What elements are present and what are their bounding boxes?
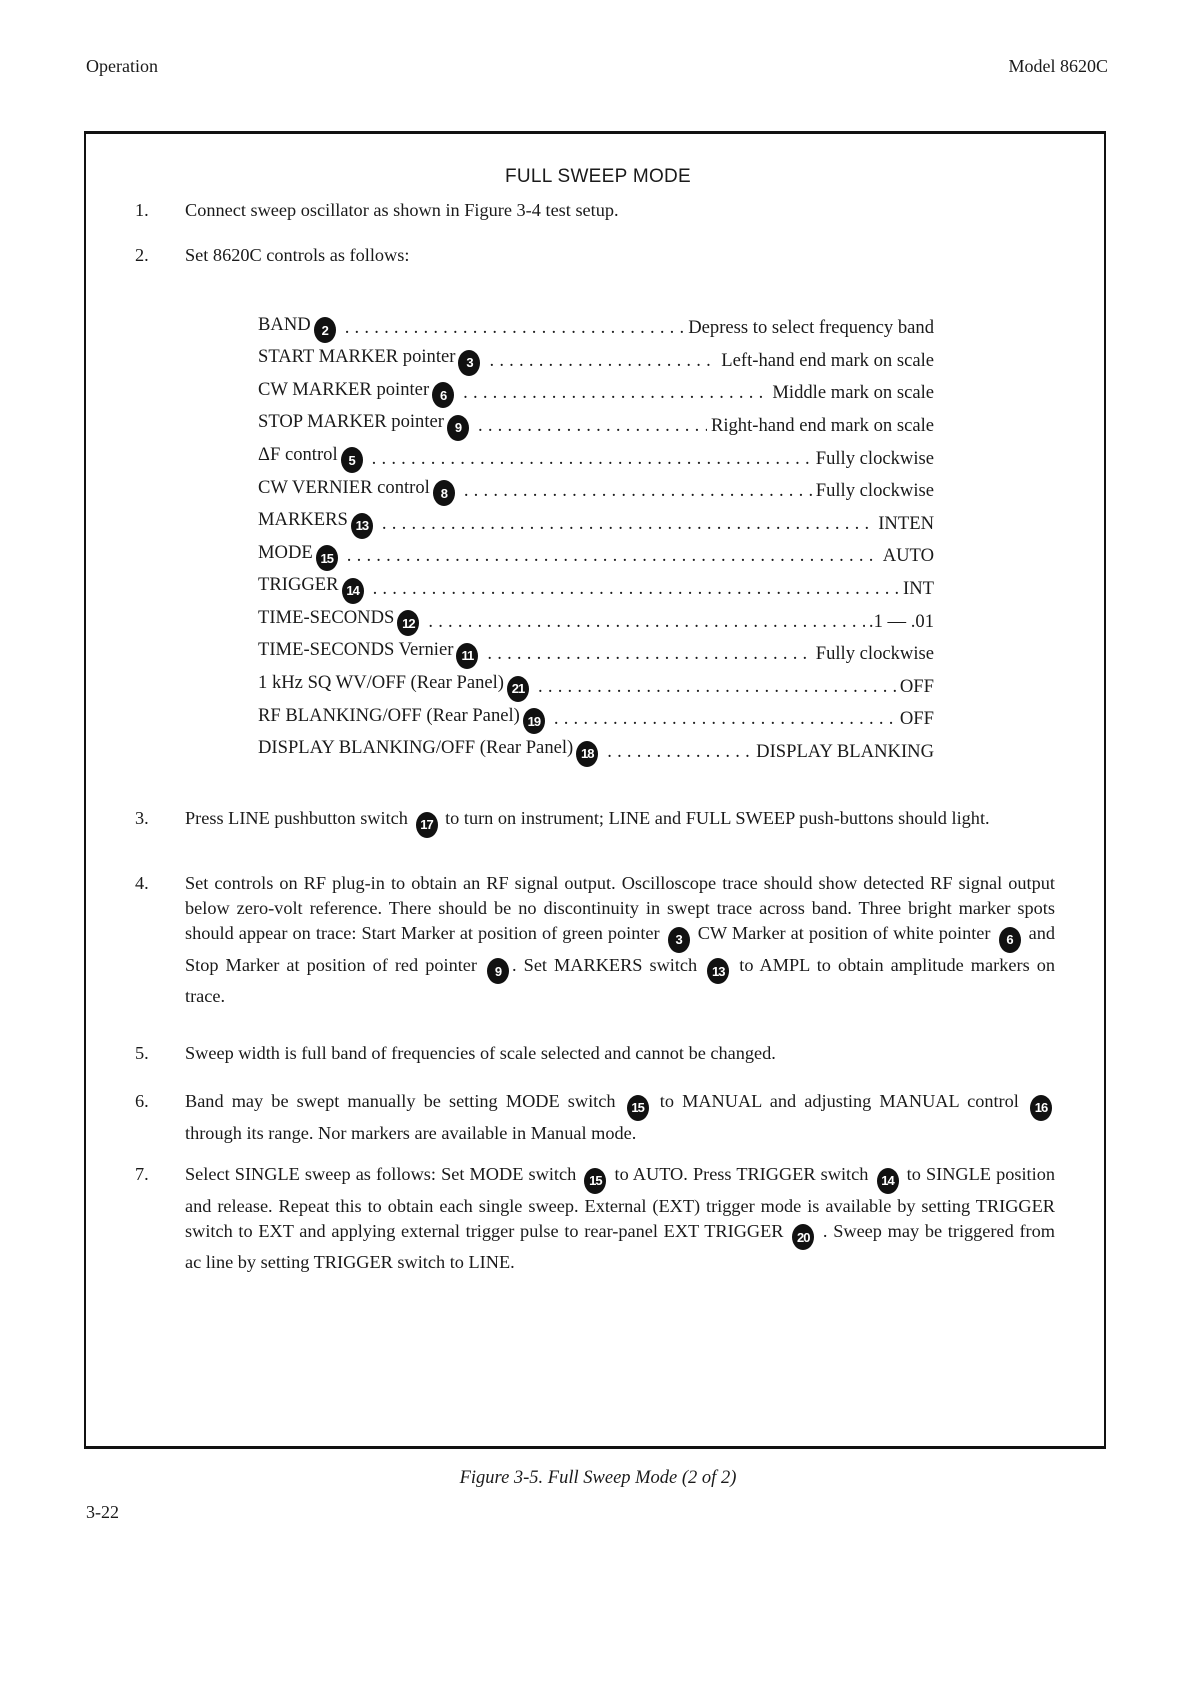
- setting-value: Depress to select frequency band: [688, 317, 934, 339]
- leader-dots: [464, 480, 812, 502]
- setting-label: RF BLANKING/OFF (Rear Panel) 19: [258, 705, 548, 735]
- setting-label: BAND 2: [258, 314, 339, 344]
- leader-dots: [554, 708, 896, 730]
- leader-dots: [373, 578, 899, 600]
- setting-row: [258, 312, 934, 345]
- step-number: 6.: [135, 1091, 149, 1111]
- setting-value: DISPLAY BLANKING: [756, 741, 934, 763]
- setting-value: Fully clockwise: [815, 480, 934, 502]
- setting-row: [258, 703, 934, 736]
- callout-badge-icon: 16: [1030, 1095, 1052, 1121]
- callout-badge-icon: 9: [487, 958, 509, 984]
- step-7: [135, 1162, 1055, 1275]
- callout-badge-icon: 3: [458, 350, 480, 376]
- step-number: 1.: [135, 200, 149, 220]
- step-6: [135, 1089, 1055, 1146]
- step-text: Sweep width is full band of frequencies of scale selected and cannot be changed.: [185, 1043, 776, 1063]
- step-text: Set controls on RF plug-in to obtain an RF signal output. Oscilloscope trace should show detected RF signal output below zero-volt reference. There should be no discontinuity in swept trace across band. Three bright marker spots should appear on trace: Start Marker at position of green pointer 3 CW Marker at position of white pointer 6 and Stop Marker at position of red pointer 9 . Set MARKERS switch 13 to AMPL to obtain amplitude markers on trace.: [185, 873, 1056, 1006]
- setting-row: [258, 671, 934, 704]
- leader-dots: [489, 350, 717, 372]
- step-3: [135, 806, 1055, 838]
- leader-dots: [347, 545, 879, 567]
- callout-badge-icon: 14: [877, 1168, 899, 1194]
- setting-label: START MARKER pointer 3: [258, 346, 483, 376]
- setting-value: AUTO: [882, 545, 934, 567]
- setting-row: [258, 475, 934, 508]
- callout-badge-icon: 21: [507, 676, 529, 702]
- setting-value: Fully clockwise: [815, 447, 934, 469]
- setting-row: [258, 508, 934, 541]
- setting-label: ΔF control 5: [258, 444, 366, 474]
- setting-row: [258, 442, 934, 475]
- leader-dots: [382, 513, 874, 535]
- setting-value: OFF: [899, 675, 934, 697]
- setting-row: [258, 345, 934, 378]
- callout-badge-icon: 15: [627, 1095, 649, 1121]
- setting-value: Middle mark on scale: [772, 382, 934, 404]
- callout-badge-icon: 3: [668, 927, 690, 953]
- callout-badge-icon: 13: [707, 958, 729, 984]
- leader-dots: [478, 415, 707, 437]
- running-header-section: Operation: [86, 56, 158, 76]
- callout-badge-icon: 15: [316, 545, 338, 571]
- setting-row: [258, 377, 934, 410]
- figure-title: FULL SWEEP MODE: [504, 166, 692, 187]
- step-text: Set 8620C controls as follows:: [185, 245, 410, 265]
- step-number: 3.: [135, 808, 149, 828]
- leader-dots: [487, 643, 811, 665]
- step-number: 4.: [135, 873, 149, 893]
- step-text: Band may be swept manually be setting MODE switch 15 to MANUAL and adjusting MANUAL control 16 through its range. Nor markers are available in Manual mode.: [185, 1089, 1055, 1146]
- setting-value: Left-hand end mark on scale: [721, 349, 934, 371]
- callout-badge-icon: 12: [397, 610, 419, 636]
- step-number: 5.: [135, 1043, 149, 1063]
- setting-label: TIME-SECONDS Vernier 11: [258, 639, 481, 669]
- callout-badge-icon: 19: [523, 708, 545, 734]
- step-5: [135, 1041, 1055, 1066]
- setting-row: [258, 410, 934, 443]
- setting-label: MARKERS 13: [258, 509, 376, 539]
- callout-badge-icon: 9: [447, 415, 469, 441]
- callout-badge-icon: 2: [314, 317, 336, 343]
- setting-value: OFF: [899, 708, 934, 730]
- setting-label: MODE 15: [258, 542, 341, 572]
- setting-value: INT: [903, 578, 934, 600]
- setting-value: INTEN: [878, 512, 934, 534]
- callout-badge-icon: 6: [432, 382, 454, 408]
- step-1: [135, 198, 1055, 223]
- figure-caption: Figure 3-5. Full Sweep Mode (2 of 2): [459, 1468, 737, 1488]
- leader-dots: [345, 317, 685, 339]
- page-number: 3-22: [86, 1502, 119, 1522]
- step-text: Press LINE pushbutton switch 17 to turn on instrument; LINE and FULL SWEEP push-buttons should light.: [185, 806, 1055, 838]
- setting-label: DISPLAY BLANKING/OFF (Rear Panel) 18: [258, 737, 601, 767]
- setting-value: Right-hand end mark on scale: [710, 415, 934, 437]
- step-text: Select SINGLE sweep as follows: Set MODE switch 15 to AUTO. Press TRIGGER switch 14 to SINGLE position and release. Repeat this to obtain each single sweep. External (EXT) trigger mode is available by setting TRIGGER switch to EXT and applying external trigger pulse to rear-panel EXT TRIGGER 20 . Sweep may be triggered from ac line by setting TRIGGER switch to LINE.: [185, 1164, 1056, 1272]
- callout-badge-icon: 14: [342, 578, 364, 604]
- setting-label: CW MARKER pointer 6: [258, 379, 457, 409]
- setting-label: TRIGGER 14: [258, 574, 367, 604]
- setting-label: CW VERNIER control 8: [258, 477, 458, 507]
- leader-dots: [607, 741, 752, 763]
- setting-row: [258, 736, 934, 769]
- step-number: 7.: [135, 1164, 149, 1184]
- setting-label: TIME-SECONDS 12: [258, 607, 422, 637]
- setting-label: STOP MARKER pointer 9: [258, 411, 472, 441]
- callout-badge-icon: 17: [416, 812, 438, 838]
- callout-badge-icon: 15: [584, 1168, 606, 1194]
- callout-badge-icon: 11: [456, 643, 478, 669]
- step-2: [135, 243, 1055, 268]
- leader-dots: [538, 676, 896, 698]
- step-text: Connect sweep oscillator as shown in Figure 3-4 test setup.: [185, 200, 619, 220]
- setting-value: Fully clockwise: [815, 643, 934, 665]
- setting-row: [258, 540, 934, 573]
- step-number: 2.: [135, 245, 149, 265]
- leader-dots: [463, 382, 768, 404]
- running-header-model: Model 8620C: [1008, 56, 1108, 76]
- step-4: [135, 871, 1055, 1009]
- setting-row: [258, 573, 934, 606]
- leader-dots: [372, 448, 812, 470]
- callout-badge-icon: 6: [999, 927, 1021, 953]
- setting-value: .1 — .01: [868, 610, 934, 632]
- callout-badge-icon: 8: [433, 480, 455, 506]
- setting-row: [258, 605, 934, 638]
- setting-row: [258, 638, 934, 671]
- callout-badge-icon: 18: [576, 741, 598, 767]
- callout-badge-icon: 5: [341, 447, 363, 473]
- leader-dots: [428, 611, 865, 633]
- callout-badge-icon: 20: [792, 1224, 814, 1250]
- callout-badge-icon: 13: [351, 513, 373, 539]
- setting-label: 1 kHz SQ WV/OFF (Rear Panel) 21: [258, 672, 532, 702]
- control-settings-list: [258, 312, 934, 768]
